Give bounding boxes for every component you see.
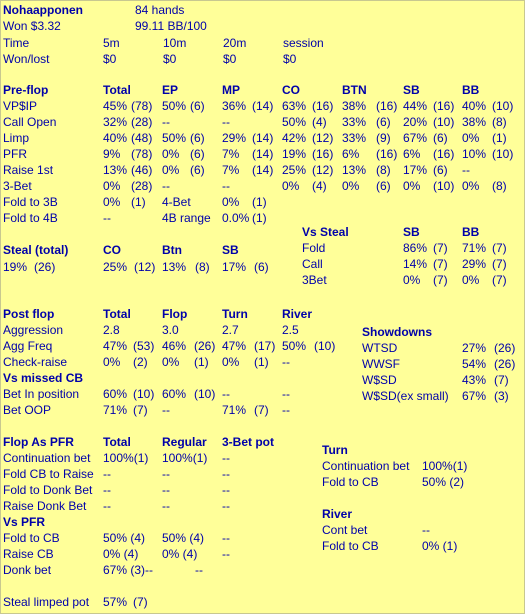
preflop-cell: (6) <box>190 163 205 177</box>
steal-value: 17% <box>222 260 247 274</box>
preflop-cell: (1) <box>492 131 507 145</box>
preflop-row-label: PFR <box>3 147 27 161</box>
player-name: Nohaapponen <box>3 3 83 17</box>
postflop-cell: 2.7 <box>222 323 239 337</box>
postflop-header-0: Post flop <box>3 307 55 321</box>
showdown-count: (26) <box>494 357 516 371</box>
fold-4b-label: Fold to 4B <box>3 211 58 225</box>
vs-steal-cell: (7) <box>492 257 507 271</box>
preflop-cell: (8) <box>492 115 507 129</box>
preflop-cell: 33% <box>342 115 367 129</box>
vs-missed-cell: (10) <box>133 387 155 401</box>
postflop-cell: 46% <box>162 339 187 353</box>
postflop-header-2: Flop <box>162 307 188 321</box>
vs-pfr-cell: -- <box>222 547 230 561</box>
vs-pfr-row-label: Raise CB <box>3 547 54 561</box>
preflop-cell: 33% <box>342 131 367 145</box>
vs-steal-cell: 71% <box>462 241 487 255</box>
preflop-cell: 6% <box>403 147 421 161</box>
fold-3b-count: (1) <box>131 195 146 209</box>
time-col-3: 20m <box>223 36 247 50</box>
postflop-cell: 0% <box>222 355 240 369</box>
preflop-header-4: CO <box>282 83 300 97</box>
showdown-row-label: W$SD <box>362 373 397 387</box>
showdown-count: (26) <box>494 341 516 355</box>
postflop-row-label: Check-raise <box>3 355 68 369</box>
preflop-cell: 6% <box>342 147 360 161</box>
time-col-0: Time <box>3 36 30 50</box>
preflop-cell: 19% <box>282 147 307 161</box>
preflop-cell: 0% <box>462 179 480 193</box>
preflop-cell: 0% <box>403 179 421 193</box>
vs-missed-cell: 60% <box>162 387 187 401</box>
preflop-cell: (12) <box>312 131 334 145</box>
river-title: River <box>322 507 353 521</box>
steal-value: 13% <box>162 260 187 274</box>
preflop-cell: -- <box>162 179 170 193</box>
vs-steal-header-bb: BB <box>462 225 480 239</box>
postflop-cell: 0% <box>103 355 121 369</box>
preflop-cell: 40% <box>103 131 128 145</box>
preflop-cell: 17% <box>403 163 428 177</box>
preflop-cell: 0% <box>282 179 300 193</box>
preflop-row-label: Call Open <box>3 115 57 129</box>
flop-pfr-header-1: Total <box>103 435 131 449</box>
flop-pfr-cell: -- <box>222 467 230 481</box>
vs-steal-cell: 0% <box>462 273 480 287</box>
postflop-cell: (17) <box>254 339 276 353</box>
steal-value: (12) <box>134 260 156 274</box>
postflop-cell: (10) <box>314 339 336 353</box>
steal-limped-value: 57% <box>103 595 128 609</box>
preflop-cell: 45% <box>103 99 128 113</box>
steal-value: (6) <box>254 260 269 274</box>
steal-limped-count: (7) <box>133 595 148 609</box>
wonlost-col-1: $0 <box>103 52 117 66</box>
preflop-row-label: Limp <box>3 131 30 145</box>
preflop-cell: 29% <box>222 131 247 145</box>
vs-missed-cell: (10) <box>194 387 216 401</box>
postflop-cell: (2) <box>133 355 148 369</box>
preflop-cell: (78) <box>131 147 153 161</box>
flop-pfr-header-3: 3-Bet pot <box>222 435 274 449</box>
postflop-cell: (26) <box>194 339 216 353</box>
steal-header-2: Btn <box>162 243 182 257</box>
river-value: -- <box>422 523 430 537</box>
wonlost-col-2: $0 <box>163 52 177 66</box>
preflop-cell: (48) <box>131 131 153 145</box>
preflop-cell: (14) <box>252 131 274 145</box>
vs-steal-cell: (7) <box>433 241 448 255</box>
vs-missed-cell: 71% <box>222 403 247 417</box>
showdown-value: 43% <box>462 373 487 387</box>
preflop-header-6: SB <box>403 83 420 97</box>
postflop-cell: 50% <box>282 339 307 353</box>
preflop-cell: 42% <box>282 131 307 145</box>
postflop-cell: 47% <box>103 339 128 353</box>
preflop-header-5: BTN <box>342 83 367 97</box>
preflop-header-1: Total <box>103 83 131 97</box>
river-value: 0% (1) <box>422 539 458 553</box>
vs-steal-title: Vs Steal <box>302 225 349 239</box>
vs-steal-row-label: Call <box>302 257 323 271</box>
preflop-row-label: 3-Bet <box>3 179 32 193</box>
fold-3b-label: Fold to 3B <box>3 195 58 209</box>
vs-pfr-row-label: Fold to CB <box>3 531 60 545</box>
vs-missed-row-label: Bet OOP <box>3 403 52 417</box>
flop-pfr-row-label: Fold CB to Raise <box>3 467 94 481</box>
flop-pfr-cell: 100%(1) <box>162 451 208 465</box>
preflop-cell: 0% <box>462 131 480 145</box>
showdowns-title: Showdowns <box>362 325 432 339</box>
preflop-cell: -- <box>222 115 230 129</box>
vs-pfr-row-label: Donk bet <box>3 563 52 577</box>
preflop-cell: 13% <box>342 163 367 177</box>
turn-value: 100%(1) <box>422 459 468 473</box>
postflop-cell: (53) <box>133 339 155 353</box>
postflop-cell: 2.5 <box>282 323 299 337</box>
vs-steal-cell: 29% <box>462 257 487 271</box>
showdown-count: (3) <box>494 389 509 403</box>
flop-pfr-header-0: Flop As PFR <box>3 435 74 449</box>
flop-pfr-cell: -- <box>162 467 170 481</box>
flop-pfr-cell: -- <box>162 499 170 513</box>
vs-pfr-title: Vs PFR <box>3 515 46 529</box>
vs-pfr-cell: 0% (4) <box>103 547 139 561</box>
flop-pfr-cell: -- <box>103 467 111 481</box>
turn-row-label: Fold to CB <box>322 475 379 489</box>
wonlost-col-0: Won/lost <box>3 52 50 66</box>
hands-count: 84 hands <box>135 3 185 17</box>
postflop-cell: (1) <box>254 355 269 369</box>
river-row-label: Cont bet <box>322 523 368 537</box>
vs-missed-cell: -- <box>282 403 290 417</box>
flop-pfr-cell: -- <box>162 483 170 497</box>
postflop-cell: 2.8 <box>103 323 120 337</box>
preflop-cell: 0% <box>162 147 180 161</box>
vs-pfr-cell: -- <box>195 563 203 577</box>
showdown-row-label: W$SD(ex small) <box>362 389 449 403</box>
preflop-cell: (9) <box>376 131 391 145</box>
preflop-cell: (4) <box>312 115 327 129</box>
preflop-cell: (6) <box>376 115 391 129</box>
preflop-cell: (6) <box>433 131 448 145</box>
showdown-row-label: WWSF <box>362 357 400 371</box>
flop-pfr-row-label: Continuation bet <box>3 451 91 465</box>
showdown-row-label: WTSD <box>362 341 398 355</box>
time-col-2: 10m <box>163 36 187 50</box>
preflop-row-label: Raise 1st <box>3 163 54 177</box>
postflop-cell: 0% <box>162 355 180 369</box>
preflop-header-2: EP <box>162 83 179 97</box>
vs-missed-cb-title: Vs missed CB <box>3 371 84 385</box>
flop-pfr-cell: -- <box>222 483 230 497</box>
preflop-cell: 13% <box>103 163 128 177</box>
steal-value: (8) <box>195 260 210 274</box>
preflop-cell: 50% <box>282 115 307 129</box>
steal-limped-label: Steal limped pot <box>3 595 90 609</box>
preflop-cell: 0% <box>342 179 360 193</box>
preflop-cell: (16) <box>376 147 398 161</box>
preflop-cell: 32% <box>103 115 128 129</box>
steal-header-0: Steal (total) <box>3 243 69 257</box>
flop-pfr-cell: -- <box>103 483 111 497</box>
vs-steal-row-label: 3Bet <box>302 273 327 287</box>
preflop-cell: (6) <box>190 131 205 145</box>
preflop-cell: (16) <box>433 147 455 161</box>
four-bet-range-label: 4B range <box>162 211 211 225</box>
postflop-cell: 3.0 <box>162 323 179 337</box>
preflop-cell: (10) <box>433 115 455 129</box>
preflop-cell: 10% <box>462 147 487 161</box>
turn-title: Turn <box>322 443 348 457</box>
showdown-value: 27% <box>462 341 487 355</box>
vs-missed-cell: (7) <box>133 403 148 417</box>
steal-value: 19% <box>3 260 28 274</box>
vs-steal-cell: 0% <box>403 273 421 287</box>
preflop-cell: 50% <box>162 131 187 145</box>
preflop-cell: (10) <box>492 147 514 161</box>
bb-per-100: 99.11 BB/100 <box>135 19 207 33</box>
steal-header-1: CO <box>103 243 121 257</box>
vs-steal-cell: (7) <box>492 273 507 287</box>
vs-missed-cell: -- <box>162 403 170 417</box>
flop-pfr-cell: 100%(1) <box>103 451 149 465</box>
preflop-cell: 20% <box>403 115 428 129</box>
fold-4b-value: -- <box>103 211 111 225</box>
flop-pfr-cell: -- <box>222 499 230 513</box>
preflop-cell: (10) <box>433 179 455 193</box>
vs-pfr-cell: -- <box>222 531 230 545</box>
preflop-cell: 44% <box>403 99 428 113</box>
preflop-cell: 9% <box>103 147 121 161</box>
preflop-cell: (12) <box>312 163 334 177</box>
steal-header-3: SB <box>222 243 239 257</box>
preflop-cell: (28) <box>131 179 153 193</box>
vs-pfr-cell: 0% (4) <box>162 547 198 561</box>
preflop-cell: (8) <box>492 179 507 193</box>
preflop-cell: (16) <box>312 147 334 161</box>
postflop-cell: (1) <box>194 355 209 369</box>
time-col-4: session <box>283 36 324 50</box>
turn-value: 50% (2) <box>422 475 465 489</box>
preflop-cell: (10) <box>492 99 514 113</box>
postflop-cell: -- <box>282 355 290 369</box>
steal-value: (26) <box>34 260 56 274</box>
preflop-cell: (16) <box>433 99 455 113</box>
postflop-header-4: River <box>282 307 313 321</box>
postflop-row-label: Agg Freq <box>3 339 53 353</box>
flop-pfr-cell: -- <box>103 499 111 513</box>
preflop-cell: (78) <box>131 99 153 113</box>
preflop-cell: 67% <box>403 131 428 145</box>
preflop-cell: 0% <box>162 163 180 177</box>
preflop-cell: (14) <box>252 163 274 177</box>
vs-steal-cell: (7) <box>492 241 507 255</box>
preflop-cell: 7% <box>222 147 240 161</box>
postflop-header-1: Total <box>103 307 131 321</box>
vs-pfr-cell: 67% (3)-- <box>103 563 154 577</box>
four-bet-label: 4-Bet <box>162 195 191 209</box>
preflop-cell: 63% <box>282 99 307 113</box>
steal-value: 25% <box>103 260 128 274</box>
showdown-count: (7) <box>494 373 509 387</box>
preflop-cell: (16) <box>312 99 334 113</box>
preflop-cell: (46) <box>131 163 153 177</box>
preflop-cell: (16) <box>376 99 398 113</box>
flop-pfr-header-2: Regular <box>162 435 207 449</box>
preflop-cell: 7% <box>222 163 240 177</box>
vs-steal-row-label: Fold <box>302 241 326 255</box>
vs-steal-cell: 14% <box>403 257 428 271</box>
vs-missed-cell: -- <box>222 387 230 401</box>
wonlost-col-4: $0 <box>283 52 297 66</box>
preflop-cell: -- <box>162 115 170 129</box>
flop-pfr-cell: -- <box>222 451 230 465</box>
postflop-cell: 47% <box>222 339 247 353</box>
postflop-row-label: Aggression <box>3 323 64 337</box>
wonlost-col-3: $0 <box>223 52 237 66</box>
vs-missed-cell: 71% <box>103 403 128 417</box>
preflop-cell: 36% <box>222 99 247 113</box>
four-bet-value: 0% <box>222 195 240 209</box>
preflop-cell: (14) <box>252 99 274 113</box>
preflop-cell: 50% <box>162 99 187 113</box>
preflop-cell: (28) <box>131 115 153 129</box>
vs-steal-cell: (7) <box>433 257 448 271</box>
preflop-cell: 38% <box>462 115 487 129</box>
four-bet-range-count: (1) <box>252 211 267 225</box>
vs-missed-cell: (7) <box>254 403 269 417</box>
preflop-cell: 0% <box>103 179 121 193</box>
preflop-cell: -- <box>222 179 230 193</box>
flop-pfr-row-label: Raise Donk Bet <box>3 499 87 513</box>
vs-steal-cell: (7) <box>433 273 448 287</box>
four-bet-count: (1) <box>252 195 267 209</box>
river-row-label: Fold to CB <box>322 539 379 553</box>
flop-pfr-row-label: Fold to Donk Bet <box>3 483 93 497</box>
preflop-cell: (6) <box>190 147 205 161</box>
preflop-cell: 38% <box>342 99 367 113</box>
turn-row-label: Continuation bet <box>322 459 410 473</box>
vs-steal-cell: 86% <box>403 241 428 255</box>
won-amount: Won $3.32 <box>3 19 61 33</box>
postflop-header-3: Turn <box>222 307 248 321</box>
vs-pfr-cell: 50% (4) <box>103 531 146 545</box>
showdown-value: 54% <box>462 357 487 371</box>
vs-missed-row-label: Bet In position <box>3 387 80 401</box>
preflop-header-0: Pre-flop <box>3 83 49 97</box>
showdown-value: 67% <box>462 389 487 403</box>
preflop-row-label: VP$IP <box>3 99 38 113</box>
preflop-cell: 25% <box>282 163 307 177</box>
time-col-1: 5m <box>103 36 120 50</box>
preflop-cell: (4) <box>312 179 327 193</box>
vs-missed-cell: -- <box>282 387 290 401</box>
preflop-cell: -- <box>462 163 470 177</box>
preflop-cell: 40% <box>462 99 487 113</box>
preflop-header-3: MP <box>222 83 240 97</box>
fold-3b-value: 0% <box>103 195 121 209</box>
four-bet-range-value: 0.0% <box>222 211 250 225</box>
preflop-cell: (14) <box>252 147 274 161</box>
preflop-cell: (8) <box>376 163 391 177</box>
vs-missed-cell: 60% <box>103 387 128 401</box>
vs-pfr-cell: 50% (4) <box>162 531 205 545</box>
vs-steal-header-sb: SB <box>403 225 420 239</box>
preflop-cell: (6) <box>433 163 448 177</box>
preflop-cell: (6) <box>190 99 205 113</box>
preflop-header-7: BB <box>462 83 480 97</box>
preflop-cell: (6) <box>376 179 391 193</box>
